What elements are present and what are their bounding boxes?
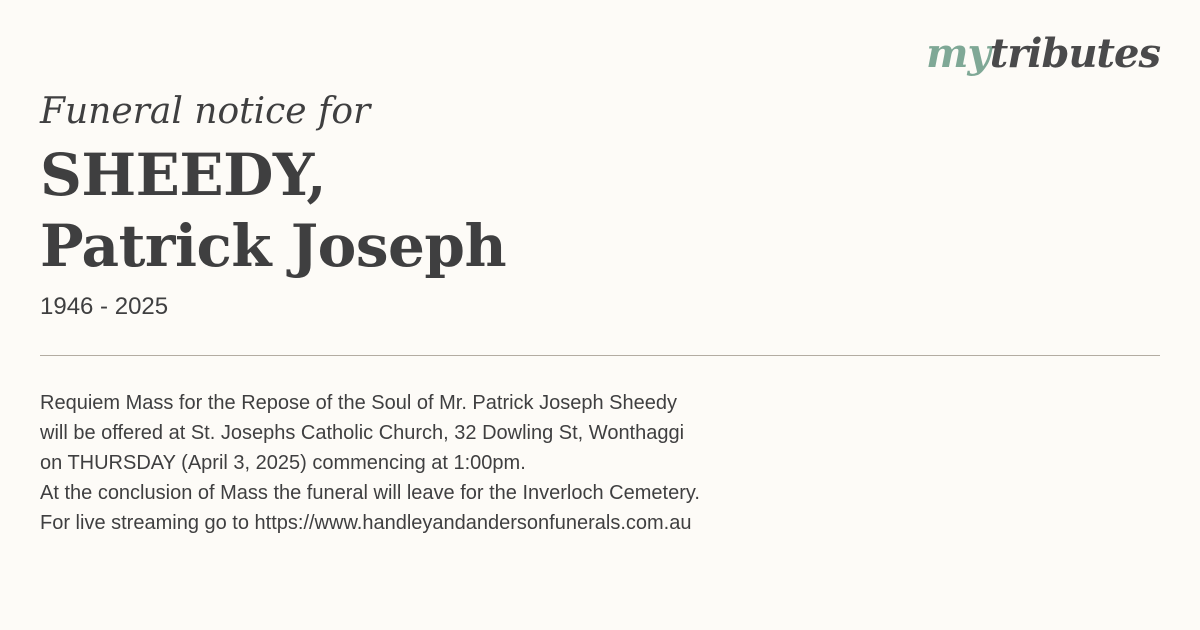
notice-line: Requiem Mass for the Repose of the Soul of Mr. Patrick Joseph Sheedy: [40, 392, 677, 414]
logo-my-text: my: [926, 30, 990, 77]
notice-body: [40, 388, 1160, 538]
life-years: 1946 - 2025: [40, 293, 169, 320]
deceased-name: [40, 140, 506, 282]
notice-line: For live streaming go to https://www.handleyandandersonfunerals.com.au: [40, 512, 692, 534]
notice-line: on THURSDAY (April 3, 2025) commencing at 1:00pm.: [40, 452, 526, 474]
deceased-given-names: Patrick Joseph: [40, 212, 507, 280]
notice-line: will be offered at St. Josephs Catholic Church, 32 Dowling St, Wonthaggi: [40, 422, 685, 444]
notice-line: At the conclusion of Mass the funeral will leave for the Inverloch Cemetery.: [40, 482, 700, 504]
section-divider: [40, 355, 1160, 356]
notice-subtitle: Funeral notice for: [40, 91, 371, 132]
logo-tributes-text: tributes: [989, 30, 1160, 77]
mytributes-logo: [926, 30, 1160, 78]
deceased-surname: SHEEDY,: [40, 141, 327, 209]
